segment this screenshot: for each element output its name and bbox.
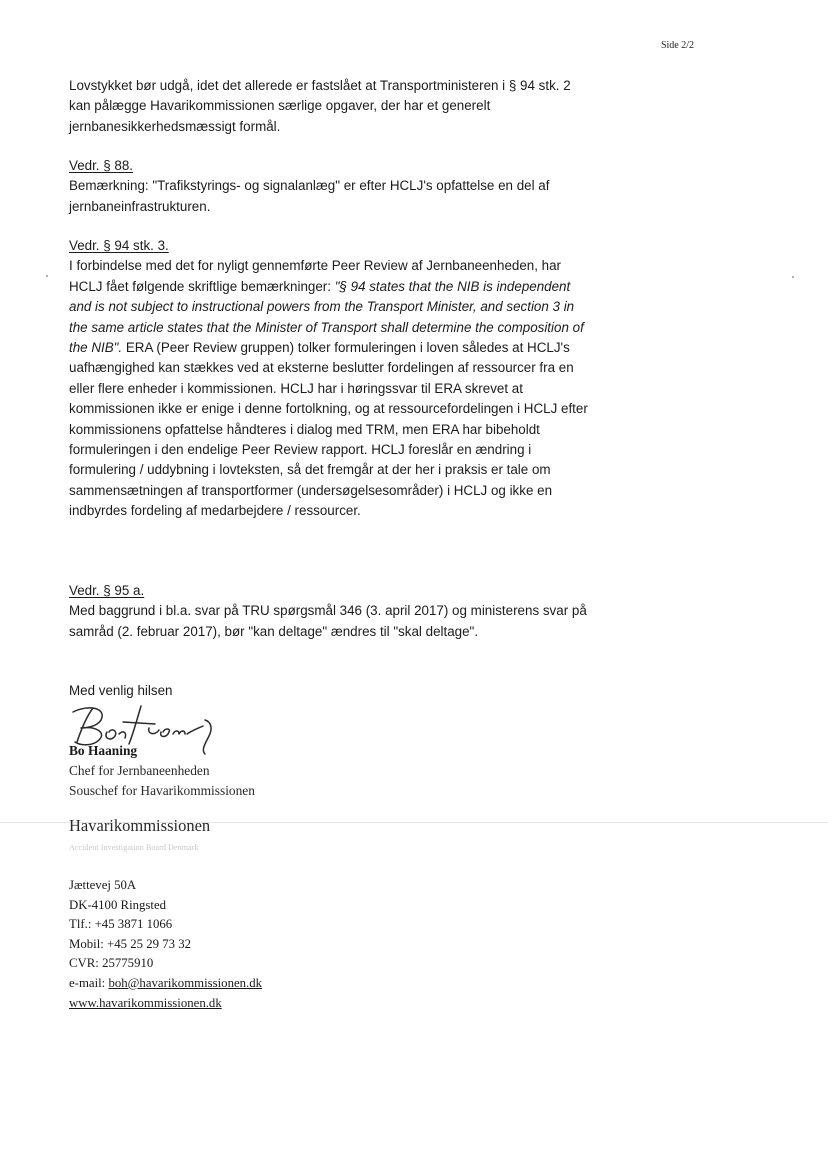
contact-address: Jættevej 50A	[69, 878, 137, 892]
section-heading: Vedr. § 94 stk. 3.	[69, 238, 169, 253]
organization-tagline: Accident Investigation Board Denmark	[69, 843, 199, 852]
contact-email-row	[69, 974, 262, 994]
scan-speck	[792, 276, 794, 278]
mobile-label: Mobil:	[69, 936, 104, 951]
paragraph-intro	[69, 76, 589, 137]
cvr-value: 25775910	[102, 956, 154, 971]
paragraph-text: Bemærkning: "Trafikstyrings- og signalanlæg" er efter HCLJ's opfattelse en del af jernbaneinfrastrukturen.	[69, 178, 550, 214]
paragraph-text: Med baggrund i bl.a. svar på TRU spørgsmål 346 (3. april 2017) og ministerens svar på samråd (2. februar 2017), bør "kan deltage" ændres til "skal deltage".	[69, 603, 587, 639]
organization-name: Havarikommissionen	[69, 816, 211, 835]
signer-block	[69, 741, 255, 801]
paragraph-text: Lovstykket bør udgå, idet det allerede er fastslået at Transportministeren i § 94 stk. 2 kan pålægge Havarikommissionen særlige opgaver, der har et generelt jernbanesikkerhedsmæssigt formål.	[69, 78, 571, 134]
section-88	[69, 156, 589, 217]
paragraph-continuation: ERA (Peer Review gruppen) tolker formuleringen i loven således at HCLJ's uafhængighed kan stækkes ved at eksterne beslutter fordelingen af ressourcer fra en eller flere enheder i kommissionen. HCLJ har i høringssvar til ERA skrevet at kommissionen ikke er enige i denne fortolkning, og at ressourcefordelingen i HCLJ efter kommissionens opfattelse håndteres i dialog med TRM, men ERA har bibeholdt formuleringen i den endelige Peer Review rapport. HCLJ foreslår en ændring i formulering / uddybning i lovteksten, så det fremgår at der her i praksis er tale om sammensætningen af transportformer (undersøgelsesområder) i HCLJ og ikke en indbyrdes fordeling af medarbejdere / ressourcer.	[69, 340, 588, 519]
section-95-a	[69, 581, 589, 642]
signer-title: Chef for Jernbaneenheden	[69, 763, 210, 778]
contact-mobile-row	[69, 935, 262, 955]
cvr-label: CVR:	[69, 956, 99, 971]
website-link[interactable]: www.havarikommissionen.dk	[69, 995, 222, 1010]
section-heading: Vedr. § 95 a.	[69, 583, 145, 598]
phone-label: Tlf.:	[69, 917, 92, 932]
section-94-stk-3	[69, 236, 589, 522]
closing-greeting: Med venlig hilsen	[69, 683, 173, 698]
email-label: e-mail:	[69, 975, 106, 990]
phone-value: +45 3871 1066	[94, 917, 173, 932]
contact-city: DK-4100 Ringsted	[69, 897, 167, 912]
scan-speck	[46, 275, 48, 277]
contact-website-row	[69, 994, 262, 1014]
page-number: Side 2/2	[660, 40, 694, 51]
signer-name: Bo Haaning	[69, 743, 138, 758]
mobile-value: +45 25 29 73 32	[107, 936, 192, 951]
contact-phone-row	[69, 915, 262, 935]
paragraph-lead: I forbindelse med det for nyligt gennemførte Peer Review af Jernbaneenheden, har HCLJ fået følgende skriftlige bemærkninger:	[69, 258, 562, 294]
paragraph-text	[69, 256, 589, 521]
contact-block	[69, 876, 262, 1013]
section-heading: Vedr. § 88.	[69, 158, 134, 173]
email-link[interactable]: boh@havarikommissionen.dk	[108, 975, 263, 990]
contact-cvr-row	[69, 954, 262, 974]
signer-title: Souschef for Havarikommissionen	[69, 783, 255, 798]
peer-review-quote: "§ 94 states that the NIB is independent and is not subject to instructional powers from the Transport Minister, and section 3 in the same article states that the Minister of Transport shall determine the composition of the NIB".	[69, 278, 584, 356]
